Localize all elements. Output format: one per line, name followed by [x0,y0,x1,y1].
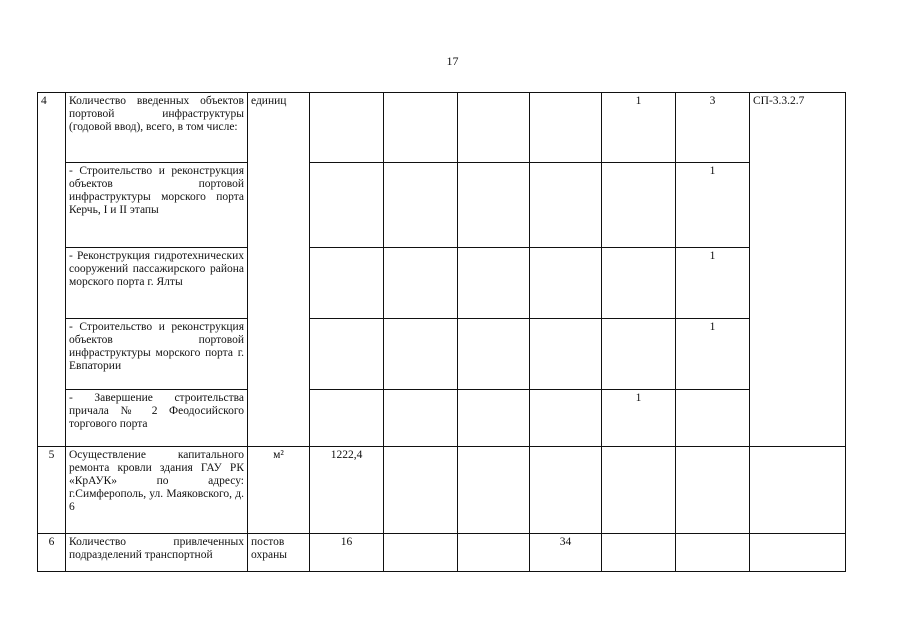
value-cell: 1 [602,390,676,447]
row-description: Количество введенных объектов портовой инфраструктуры (годовой ввод), всего, в том числе: [66,93,248,163]
value-cell: 1 [676,319,750,390]
row-reference [750,447,846,534]
row-number: 6 [38,534,66,572]
value-cell [384,319,458,390]
table-row [38,447,846,534]
value-cell: 16 [310,534,384,572]
value-cell [602,447,676,534]
table-row [38,93,846,163]
row-description: - Реконструкция гидротехнических сооружений пассажирского района морского порта г. Ялты [66,248,248,319]
indicators-table [37,92,846,572]
value-cell: 1222,4 [310,447,384,534]
value-cell [458,248,530,319]
value-cell [384,248,458,319]
value-cell [530,163,602,248]
value-cell [676,447,750,534]
value-cell [384,390,458,447]
value-cell: 34 [530,534,602,572]
value-cell: 1 [676,163,750,248]
value-cell [310,163,384,248]
value-cell [530,93,602,163]
table-row [38,390,846,447]
value-cell [310,248,384,319]
value-cell [310,390,384,447]
value-cell [384,534,458,572]
value-cell [458,534,530,572]
value-cell [676,534,750,572]
value-cell [310,319,384,390]
value-cell [530,248,602,319]
row-description: - Завершение строительства причала № 2 Феодосийского торгового порта [66,390,248,447]
value-cell [458,163,530,248]
row-reference [750,534,846,572]
row-description: Осуществление капитального ремонта кровли здания ГАУ РК «КрАУК» по адресу: г.Симферополь, ул. Маяковского, д. 6 [66,447,248,534]
value-cell [458,319,530,390]
value-cell: 1 [676,248,750,319]
row-description: - Строительство и реконструкция объектов портовой инфраструктуры морского порта г. Евпатории [66,319,248,390]
value-cell [458,93,530,163]
value-cell [384,447,458,534]
table-row [38,319,846,390]
value-cell [676,390,750,447]
value-cell [384,93,458,163]
value-cell [530,390,602,447]
row-reference: СП-3.3.2.7 [750,93,846,447]
value-cell [602,319,676,390]
value-cell [530,319,602,390]
table-row [38,163,846,248]
value-cell [458,447,530,534]
value-cell [310,93,384,163]
row-number: 5 [38,447,66,534]
value-cell [602,534,676,572]
value-cell [602,163,676,248]
row-description: Количество привлеченных подразделений транспортной [66,534,248,572]
row-description: - Строительство и реконструкция объектов портовой инфраструктуры морского порта Керчь, I и II этапы [66,163,248,248]
value-cell [458,390,530,447]
value-cell: 3 [676,93,750,163]
row-unit: м² [248,447,310,534]
row-number: 4 [38,93,66,447]
value-cell: 1 [602,93,676,163]
value-cell [384,163,458,248]
value-cell [602,248,676,319]
table-row [38,248,846,319]
page-number: 17 [446,54,459,68]
table-row [38,534,846,572]
value-cell [530,447,602,534]
row-unit: постов охраны [248,534,310,572]
row-unit: единиц [248,93,310,447]
